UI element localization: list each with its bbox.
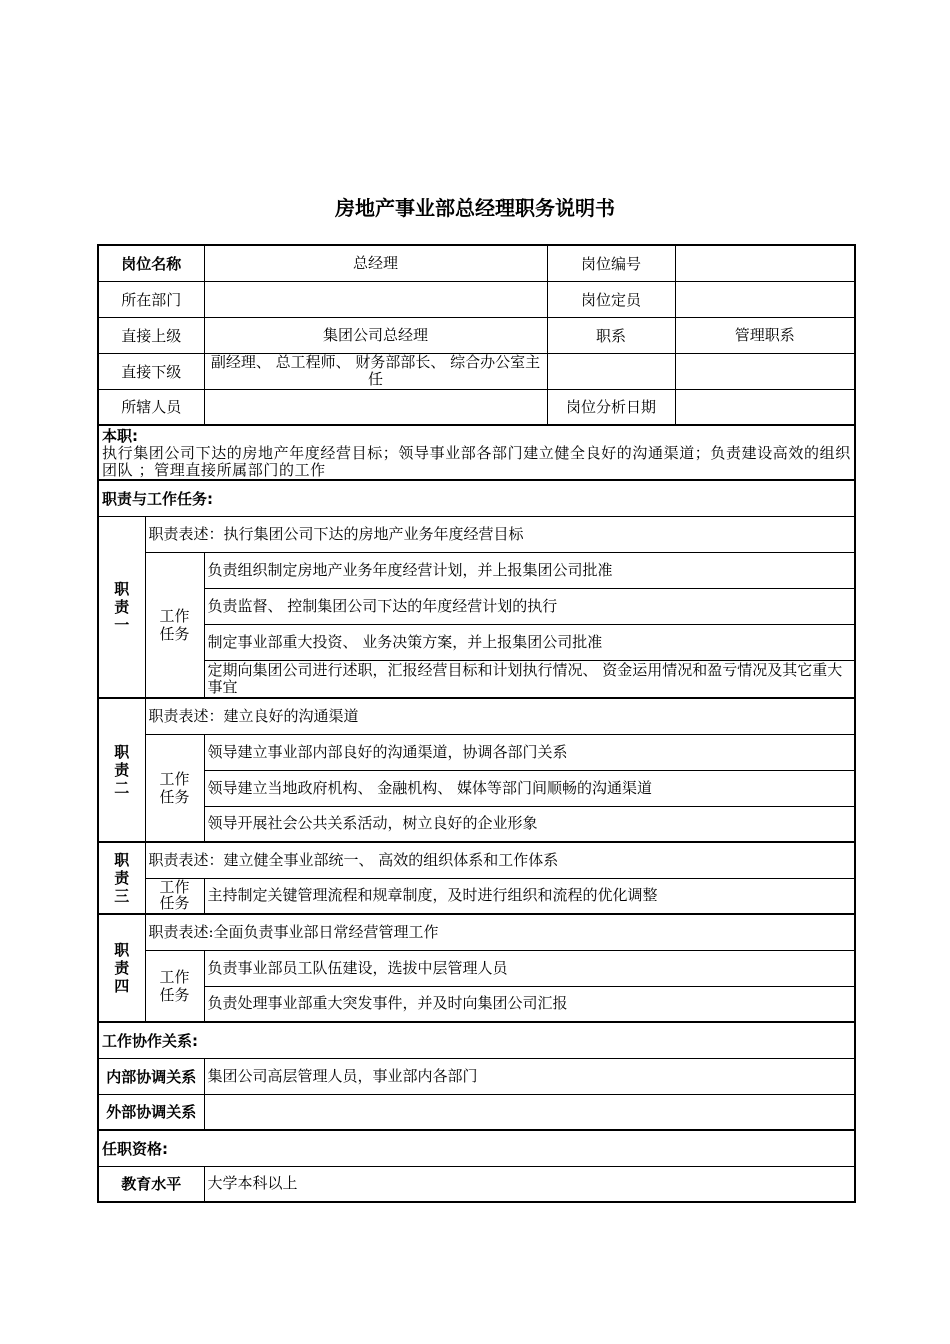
value-empty xyxy=(675,353,855,389)
internal-coop-label: 内部协调关系 xyxy=(98,1058,204,1094)
document-title: 房地产事业部总经理职务说明书 xyxy=(335,196,615,220)
label-analysis-date: 岗位分析日期 xyxy=(547,389,675,425)
value-job-family: 管理职系 xyxy=(675,317,855,353)
value-superior: 集团公司总经理 xyxy=(204,317,547,353)
duty4-label xyxy=(98,914,145,1022)
row-subordinates xyxy=(98,353,855,389)
duty1-task-2: 负责监督、 控制集团公司下达的年度经营计划的执行 xyxy=(204,588,855,624)
duty4-desc-row xyxy=(98,914,855,950)
duty2-task-label-text: 工作任务 xyxy=(159,769,190,806)
row-qual-header xyxy=(98,1130,855,1166)
duty1-desc: 职责表述：执行集团公司下达的房地产业务年度经营目标 xyxy=(145,516,855,552)
row-department xyxy=(98,281,855,317)
duty3-task-label xyxy=(145,878,204,914)
external-coop-value xyxy=(204,1094,855,1130)
duty3-label-text: 职责三 xyxy=(114,851,130,905)
duty1-task-label xyxy=(145,552,204,698)
external-coop-label: 外部协调关系 xyxy=(98,1094,204,1130)
duty1-desc-row xyxy=(98,516,855,552)
row-internal-coop xyxy=(98,1058,855,1094)
label-headcount: 岗位定员 xyxy=(547,281,675,317)
duty4-task-2: 负责处理事业部重大突发事件，并及时向集团公司汇报 xyxy=(204,986,855,1022)
duty4-task-row xyxy=(98,986,855,1022)
duty1-task-row xyxy=(98,624,855,660)
duty3-desc: 职责表述：建立健全事业部统一、 高效的组织体系和工作体系 xyxy=(145,842,855,878)
duty2-label xyxy=(98,698,145,842)
coop-header: 工作协作关系: xyxy=(98,1022,855,1058)
label-position-name: 岗位名称 xyxy=(98,245,204,281)
row-external-coop xyxy=(98,1094,855,1130)
duty4-task-row xyxy=(98,950,855,986)
duty1-task-1: 负责组织制定房地产业务年度经营计划，并上报集团公司批准 xyxy=(204,552,855,588)
duties-header: 职责与工作任务: xyxy=(98,480,855,516)
education-value: 大学本科以上 xyxy=(204,1166,855,1202)
duty3-task-1: 主持制定关键管理流程和规章制度，及时进行组织和流程的优化调整 xyxy=(204,878,855,914)
duty4-task-label xyxy=(145,950,204,1022)
education-label: 教育水平 xyxy=(98,1166,204,1202)
row-duties-header xyxy=(98,480,855,516)
duty2-task-label xyxy=(145,734,204,842)
qual-header: 任职资格: xyxy=(98,1130,855,1166)
duty4-task-1: 负责事业部员工队伍建设，选拔中层管理人员 xyxy=(204,950,855,986)
duty2-desc-row xyxy=(98,698,855,734)
label-department: 所在部门 xyxy=(98,281,204,317)
duty1-task-3: 制定事业部重大投资、 业务决策方案，并上报集团公司批准 xyxy=(204,624,855,660)
row-staff xyxy=(98,389,855,425)
duty2-task-row xyxy=(98,806,855,842)
duty2-label-text: 职责二 xyxy=(114,743,130,797)
label-job-family: 职系 xyxy=(547,317,675,353)
value-staff xyxy=(204,389,547,425)
row-position-name xyxy=(98,245,855,281)
value-analysis-date xyxy=(675,389,855,425)
label-subordinates: 直接下级 xyxy=(98,353,204,389)
internal-coop-value: 集团公司高层管理人员，事业部内各部门 xyxy=(204,1058,855,1094)
value-subordinates: 副经理、 总工程师、 财务部部长、 综合办公室主任 xyxy=(204,353,547,389)
duty2-task-1: 领导建立事业部内部良好的沟通渠道，协调各部门关系 xyxy=(204,734,855,770)
value-position-name: 总经理 xyxy=(204,245,547,281)
core-duty-label: 本职: xyxy=(102,427,138,445)
value-department xyxy=(204,281,547,317)
duty1-task-row xyxy=(98,588,855,624)
duty2-desc: 职责表述：建立良好的沟通渠道 xyxy=(145,698,855,734)
label-empty xyxy=(547,353,675,389)
duty2-task-row xyxy=(98,770,855,806)
row-coop-header xyxy=(98,1022,855,1058)
duty4-task-label-text: 工作任务 xyxy=(159,967,190,1004)
duty1-task-4: 定期向集团公司进行述职，汇报经营目标和计划执行情况、 资金运用情况和盈亏情况及其它重大事宜 xyxy=(204,660,855,698)
core-duty-cell xyxy=(98,425,855,480)
duty3-label xyxy=(98,842,145,914)
duty2-task-row xyxy=(98,734,855,770)
value-headcount xyxy=(675,281,855,317)
duty2-task-2: 领导建立当地政府机构、 金融机构、 媒体等部门间顺畅的沟通渠道 xyxy=(204,770,855,806)
job-description-table xyxy=(97,244,856,1203)
duty4-desc: 职责表述:全面负责事业部日常经营管理工作 xyxy=(145,914,855,950)
duty4-label-text: 职责四 xyxy=(114,941,130,995)
duty3-task-row xyxy=(98,878,855,914)
label-position-code: 岗位编号 xyxy=(547,245,675,281)
duty1-task-row xyxy=(98,552,855,588)
value-position-code xyxy=(675,245,855,281)
label-staff: 所辖人员 xyxy=(98,389,204,425)
row-superior xyxy=(98,317,855,353)
duty1-task-row xyxy=(98,660,855,698)
duty1-label xyxy=(98,516,145,698)
duty3-desc-row xyxy=(98,842,855,878)
duty2-task-3: 领导开展社会公共关系活动，树立良好的企业形象 xyxy=(204,806,855,842)
core-duty-text: 执行集团公司下达的房地产年度经营目标；领导事业部各部门建立健全良好的沟通渠道；负责建设高效的组织团队 ；管理直接所属部门的工作 xyxy=(102,444,851,479)
duty1-label-text: 职责一 xyxy=(114,579,130,634)
label-superior: 直接上级 xyxy=(98,317,204,353)
row-core-duty xyxy=(98,425,855,480)
row-education xyxy=(98,1166,855,1202)
duty3-task-label-text: 工作任务 xyxy=(159,878,190,913)
duty1-task-label-text: 工作任务 xyxy=(159,606,190,643)
